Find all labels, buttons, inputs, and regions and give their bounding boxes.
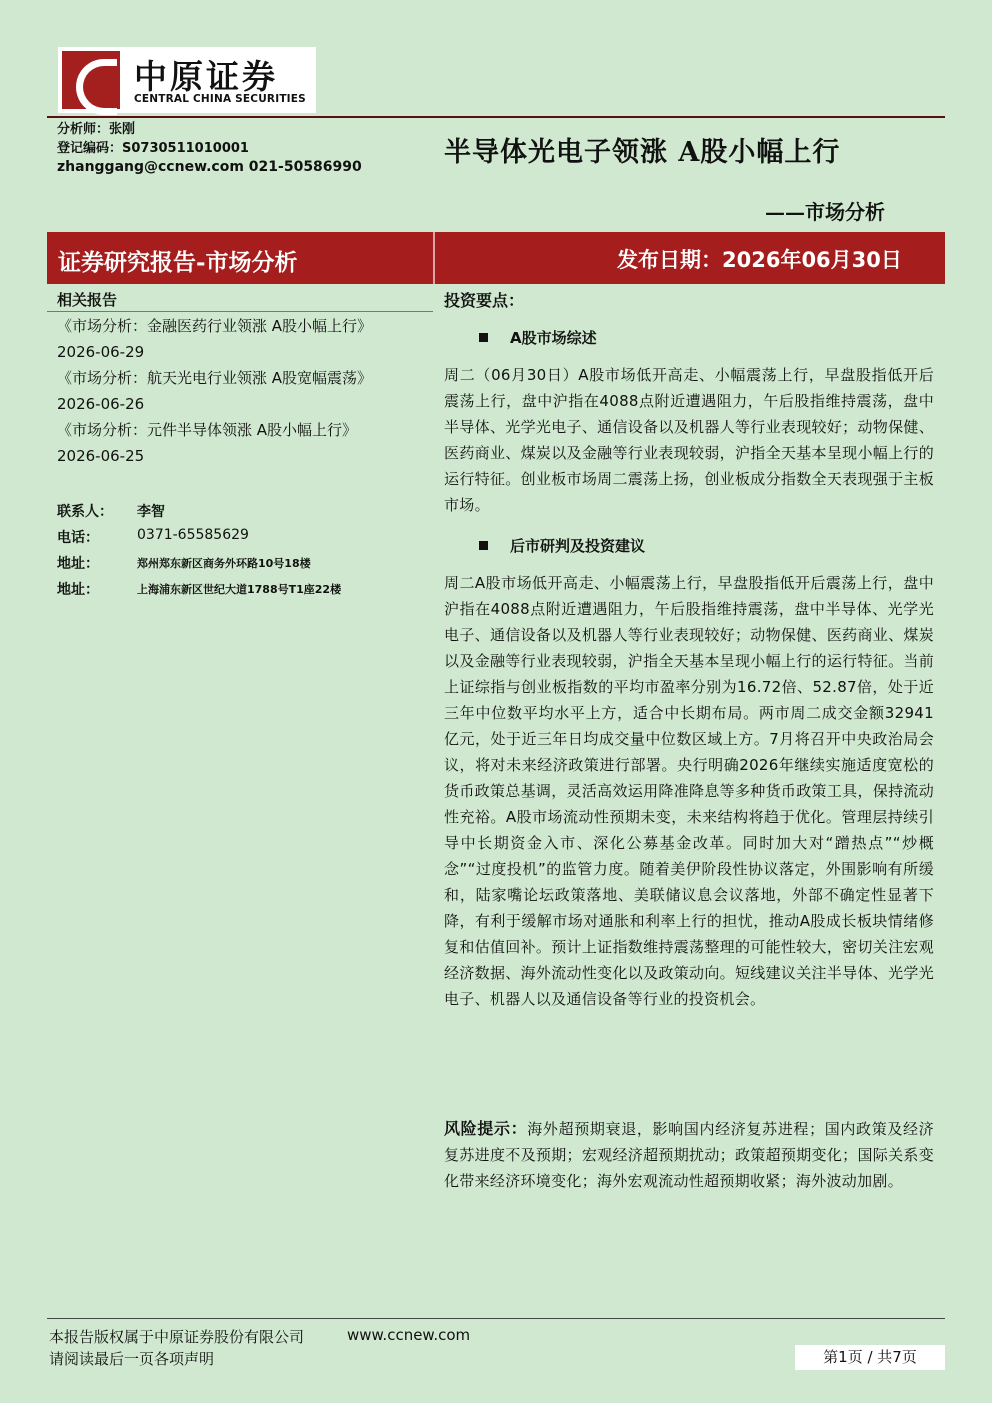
banner-divider	[433, 232, 435, 284]
risk-label: 风险提示：	[444, 1119, 528, 1138]
footer-copyright: 本报告版权属于中原证券股份有限公司	[49, 1328, 305, 1346]
related-heading: 相关报告	[57, 291, 118, 309]
contact-address: 郑州郑东新区商务外环路10号18楼	[137, 557, 311, 570]
footer-disclaimer: 请阅读最后一页各项声明	[49, 1350, 215, 1368]
contact-address-row	[57, 553, 311, 573]
logo-mark-icon	[62, 51, 120, 109]
footer-divider	[47, 1318, 945, 1319]
related-report-link[interactable]: 《市场分析：航天光电行业领涨 A股宽幅震荡》 2026-06-26	[57, 369, 373, 413]
banner-report-type: 证券研究报告-市场分析	[58, 249, 298, 276]
contact-person-label: 联系人：	[57, 504, 113, 520]
risk-warning	[444, 1116, 934, 1194]
related-divider	[47, 311, 433, 312]
analyst-reg: 登记编码：S0730511010001	[57, 141, 249, 156]
header-divider	[47, 116, 945, 118]
market-review-text: 周二（06月30日）A股市场低开高走、小幅震荡上行，早盘股指低开后震荡上行，盘中沪指在4088点附近遭遇阻力，午后股指维持震荡，盘中半导体、光学光电子、通信设备以及机器人等行业表现较好；动物保健、医药商业、煤炭以及金融等行业表现较弱，沪指全天基本呈现小幅上行的运行特征。创业板市场周二震荡上扬，创业板成分指数全天表现强于主板市场。	[444, 366, 934, 514]
report-subtitle: ——市场分析	[765, 200, 885, 224]
report-title: 半导体光电子领涨 A股小幅上行	[444, 137, 841, 168]
contact-phone: 0371-65585629	[137, 527, 249, 543]
contact-address-label: 地址：	[57, 556, 99, 572]
analyst-contact: zhanggang@ccnew.com 021-50586990	[57, 159, 362, 175]
section-title: A股市场综述	[510, 329, 597, 347]
section-outlook-heading	[479, 535, 645, 556]
footer-website-link[interactable]: www.ccnew.com	[347, 1326, 471, 1344]
related-list	[57, 313, 392, 469]
contact-person: 李智	[137, 504, 165, 520]
logo-en-text: CENTRAL CHINA SECURITIES	[134, 93, 306, 105]
bullet-square-icon	[479, 541, 488, 550]
analyst-name: 分析师：张刚	[57, 122, 136, 137]
banner-publish-date: 发布日期：2026年06月30日	[617, 248, 902, 272]
risk-text: 海外超预期衰退，影响国内经济复苏进程；国内政策及经济复苏进度不及预期；宏观经济超预期扰动；政策超预期变化；国际关系变化带来经济环境变化；海外宏观流动性超预期收紧；海外波动加剧。	[444, 1120, 934, 1190]
outlook-text: 周二A股市场低开高走、小幅震荡上行，早盘股指低开后震荡上行，盘中沪指在4088点附近遭遇阻力，午后股指维持震荡，盘中半导体、光学光电子、通信设备以及机器人等行业表现较好；动物保健、医药商业、煤炭以及金融等行业表现较弱，沪指全天基本呈现小幅上行的运行特征。当前上证综指与创业板指数的平均市盈率分别为16.72倍、52.87倍，处于近三年中位数平均水平上方，适合中长期布局。两市周二成交金额32941亿元，处于近三年日均成交量中位数区域上方。7月将召开中央政治局会议，将对未来经济政策进行部署。央行明确2026年继续实施适度宽松的货币政策总基调，灵活高效运用降准降息等多种货币政策工具，保持流动性充裕。A股市场流动性预期未变，未来结构将趋于优化。管理层持续引导中长期资金入市、深化公募基金改革。同时加大对“蹭热点”“炒概念”“过度投机”的监管力度。随着美伊阶段性协议落定，外围影响有所缓和，陆家嘴论坛政策落地、美联储议息会议落地，外部不确定性显著下降，有利于缓解市场对通胀和利率上行的担忧，推动A股成长板块情绪修复和估值回补。预计上证指数维持震荡整理的可能性较大，密切关注宏观经济数据、海外流动性变化以及政策动向。短线建议关注半导体、光学光电子、机器人以及通信设备等行业的投资机会。	[444, 574, 934, 1008]
bullet-square-icon	[479, 333, 488, 342]
page-indicator: 第1页 / 共7页	[795, 1345, 945, 1370]
company-logo	[58, 47, 316, 113]
contact-address: 上海浦东新区世纪大道1788号T1座22楼	[137, 583, 342, 596]
investment-heading: 投资要点：	[444, 291, 525, 310]
contact-phone-row	[57, 527, 249, 547]
logo-cn-text: 中原证券	[134, 57, 278, 96]
contact-address-label: 地址：	[57, 582, 99, 598]
contact-address-row	[57, 579, 342, 599]
related-report-link[interactable]: 《市场分析：元件半导体领涨 A股小幅上行》 2026-06-25	[57, 421, 358, 465]
contact-phone-label: 电话：	[57, 530, 99, 546]
analyst-info	[57, 120, 362, 177]
contact-person-row	[57, 501, 165, 521]
section-title: 后市研判及投资建议	[510, 537, 646, 555]
related-report-link[interactable]: 《市场分析：金融医药行业领涨 A股小幅上行》 2026-06-29	[57, 317, 373, 361]
section-market-review-heading	[479, 327, 597, 348]
